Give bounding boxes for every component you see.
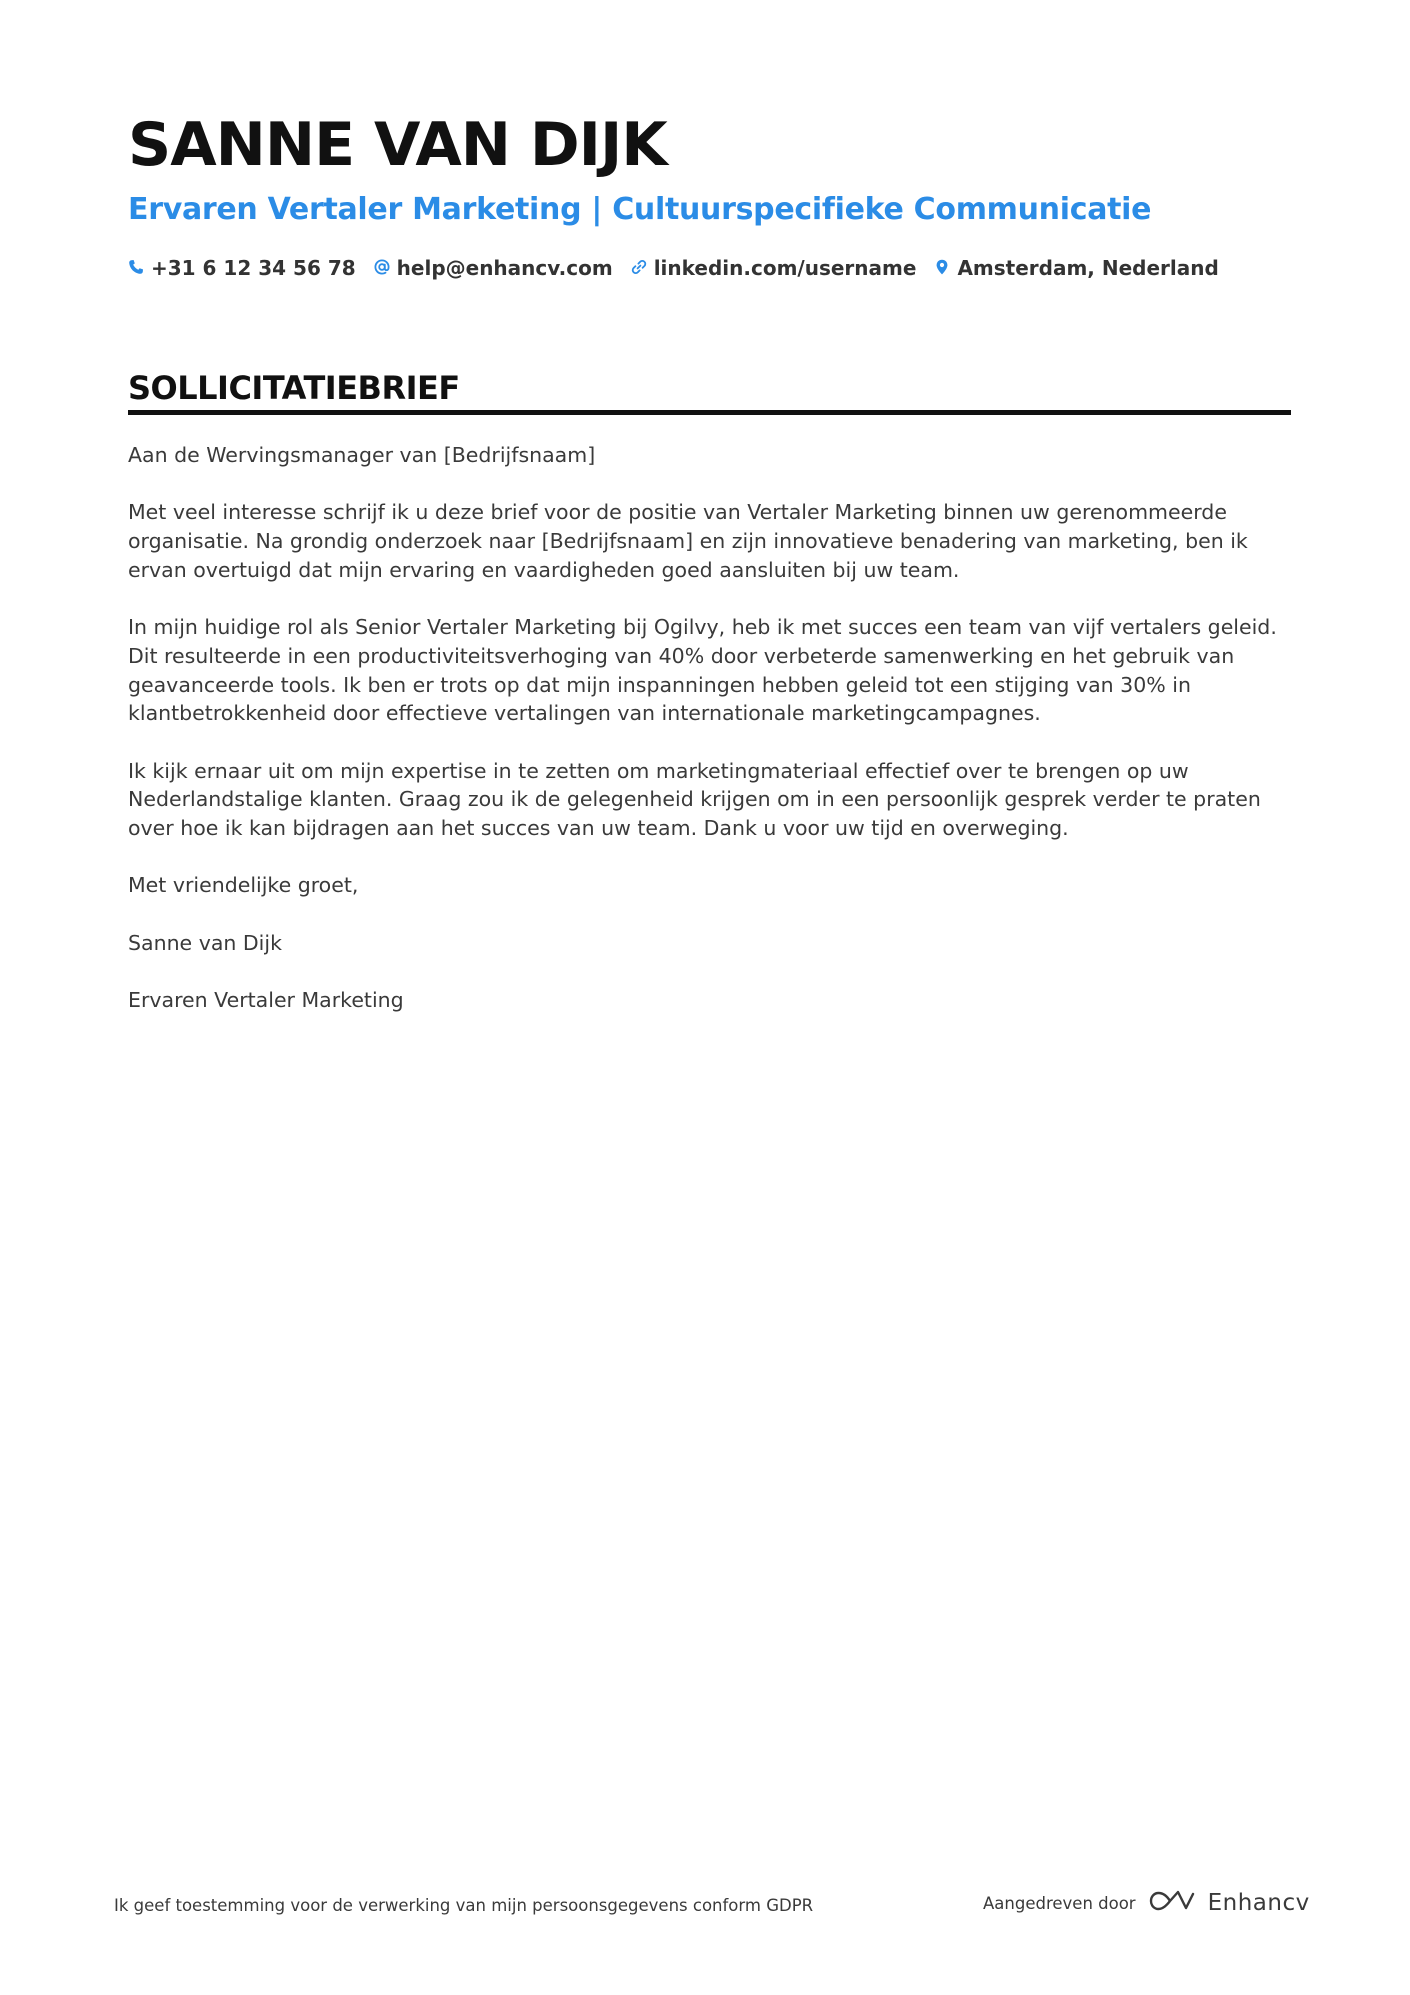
letter-paragraph: Met veel interesse schrijf ik u deze brief voor de positie van Vertaler Marketing binnen uw gerenommeerde organisatie. Na grondig onderzoek naar [Bedrijfsnaam] en zijn innovatieve benadering van marketing, ben ik ervan overtuigd dat mijn ervaring en vaardigheden goed aansluiten bij uw team.	[128, 500, 1248, 582]
candidate-headline: Ervaren Vertaler Marketing | Cultuurspecifieke Communicatie	[128, 192, 1152, 227]
signature-title: Ervaren Vertaler Marketing	[128, 988, 404, 1013]
letter-paragraph: Ik kijk ernaar uit om mijn expertise in te zetten om marketingmateriaal effectief over te brengen op uw Nederlandstalige klanten. Graag zou ik de gelegenheid krijgen om in een persoonlijk gesprek verder te praten over hoe ik kan bijdragen aan het succes van uw team. Dank u voor uw tijd en overweging.	[128, 758, 1261, 841]
contact-location	[934, 256, 1218, 280]
at-icon	[374, 256, 390, 280]
letter-closing: Met vriendelijke groet,	[128, 873, 359, 898]
enhancv-wordmark: Enhancv	[1207, 1890, 1310, 1916]
phone-icon	[128, 256, 144, 280]
letter-salutation: Aan de Wervingsmanager van [Bedrijfsnaam]	[128, 443, 596, 467]
section-title: SOLLICITATIEBRIEF	[128, 369, 460, 407]
location-pin-icon	[934, 256, 950, 280]
section-divider	[128, 410, 1291, 415]
gdpr-consent-text: Ik geef toestemming voor de verwerking van mijn persoonsgegevens conform GDPR	[114, 1896, 814, 1915]
powered-by-label: Aangedreven door	[983, 1893, 1136, 1913]
contact-bar	[128, 253, 1219, 283]
link-icon	[631, 256, 647, 280]
signature-name: Sanne van Dijk	[128, 930, 282, 955]
contact-location-text: Amsterdam, Nederland	[957, 256, 1219, 280]
contact-phone-text: +31 6 12 34 56 78	[151, 256, 356, 280]
contact-email-text: help@enhancv.com	[396, 256, 613, 280]
powered-by-badge[interactable]	[983, 1888, 1310, 1918]
contact-linkedin[interactable]	[631, 256, 917, 280]
contact-email[interactable]	[374, 256, 613, 280]
letter-paragraph: In mijn huidige rol als Senior Vertaler Marketing bij Ogilvy, heb ik met succes een team van vijf vertalers geleid. Dit resulteerde in een productiviteitsverhoging van 40% door verbeterde samenwerking en het gebruik van geavanceerde tools. Ik ben er trots op dat mijn inspanningen hebben geleid tot een stijging van 30% in klantbetrokkenheid door effectieve vertalingen van internationale marketingcampagnes.	[128, 615, 1277, 726]
enhancv-logo-icon	[1148, 1888, 1196, 1918]
contact-phone[interactable]	[128, 256, 356, 280]
letter-body	[128, 441, 1293, 1044]
candidate-name: SANNE VAN DIJK	[128, 110, 667, 180]
contact-linkedin-text: linkedin.com/username	[653, 256, 917, 280]
